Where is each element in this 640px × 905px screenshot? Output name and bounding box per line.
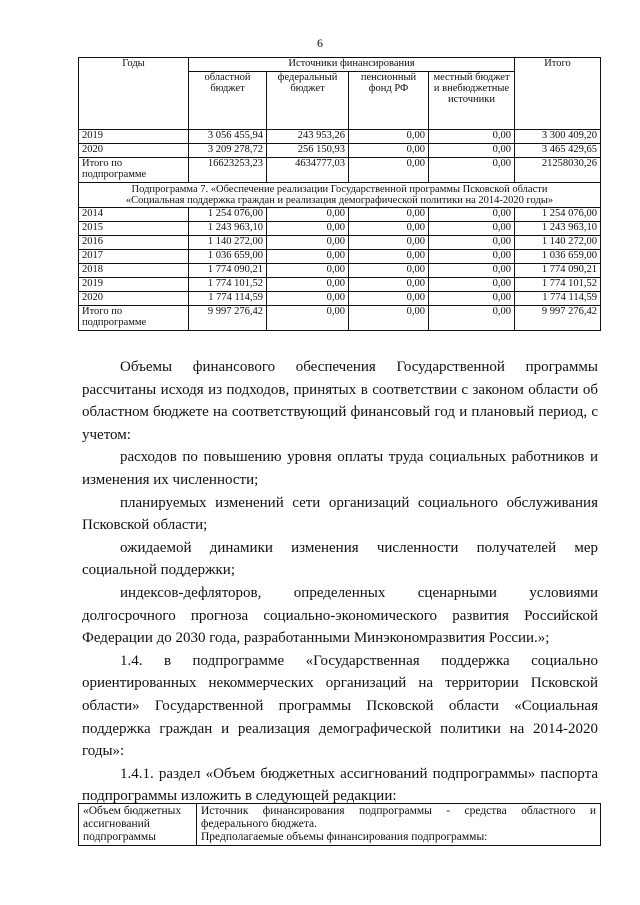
cell-federal: 0,00 (267, 292, 349, 306)
header-local: местный бюджет и внебюджетные источники (429, 72, 515, 130)
cell-pension: 0,00 (349, 278, 429, 292)
cell-regional: 3 209 278,72 (189, 144, 267, 158)
cell-year: Итого по подпрограмме (79, 158, 189, 183)
cell-federal: 0,00 (267, 236, 349, 250)
cell-regional: 1 254 076,00 (189, 208, 267, 222)
cell-federal: 0,00 (267, 222, 349, 236)
page-number: 6 (317, 36, 323, 50)
paragraph-network: планируемых изменений сети организаций социального обслуживания Псковской области; (82, 494, 598, 534)
cell-regional: 1 140 272,00 (189, 236, 267, 250)
subprogram-row (79, 183, 601, 208)
cell-year: 2018 (79, 264, 189, 278)
cell-federal: 4634777,03 (267, 158, 349, 183)
cell-local: 0,00 (429, 236, 515, 250)
subprogram-title (79, 183, 601, 208)
cell-total: 1 140 272,00 (515, 236, 601, 250)
cell-local: 0,00 (429, 130, 515, 144)
cell-regional: 16623253,23 (189, 158, 267, 183)
cell-local: 0,00 (429, 250, 515, 264)
passport-volumes: Предполагаемые объемы финансирования подпрограммы: (201, 831, 488, 843)
cell-federal: 0,00 (267, 250, 349, 264)
passport-content (197, 804, 601, 846)
header-years: Годы (79, 58, 189, 130)
cell-pension: 0,00 (349, 250, 429, 264)
cell-total: 21258030,26 (515, 158, 601, 183)
cell-pension: 0,00 (349, 144, 429, 158)
table-row (79, 130, 601, 144)
cell-pension: 0,00 (349, 208, 429, 222)
table-total-row (79, 158, 601, 183)
cell-regional: 3 056 455,94 (189, 130, 267, 144)
paragraph-subprogram-amendment: 1.4. в подпрограмме «Государственная поддержка социально ориентированных некоммерческих организаций на территории Псковской области» Государственной программы Псковской области «Социальная поддержка граждан и реализация демографической политики на 2014-2020 годы»: (82, 652, 598, 760)
cell-pension: 0,00 (349, 222, 429, 236)
paragraph-deflators: индексов-дефляторов, определенных сценарными условиями долгосрочного прогноза социально-экономического развития Российской Федерации до 2030 года, разработанными Минэкономразвития России.»; (82, 584, 598, 647)
paragraph-section-amendment: 1.4.1. раздел «Объем бюджетных ассигнований подпрограммы» паспорта подпрограммы изложить в следующей редакции: (82, 765, 598, 805)
cell-federal: 243 953,26 (267, 130, 349, 144)
cell-local: 0,00 (429, 292, 515, 306)
cell-year: 2019 (79, 278, 189, 292)
passport-source: Источник финансирования подпрограммы - средства областного и федерального бюджета. (201, 805, 596, 830)
table-row (79, 292, 601, 306)
cell-year: 2020 (79, 292, 189, 306)
financing-table (78, 57, 601, 331)
cell-total: 1 036 659,00 (515, 250, 601, 264)
cell-federal: 0,00 (267, 208, 349, 222)
cell-pension: 0,00 (349, 264, 429, 278)
paragraph-wages: расходов по повышению уровня оплаты труда социальных работников и изменения их численности; (82, 449, 598, 488)
cell-local: 0,00 (429, 306, 515, 331)
passport-label: «Объем бюджетных ассигнований подпрограммы (79, 804, 197, 846)
paragraph-funding-basis: Объемы финансового обеспечения Государственной программы рассчитаны исходя из подходов, принятых в соответствии с законом области об областном бюджете на соответствующий финансовый год и плановый период, с учетом: (82, 359, 598, 443)
header-total: Итого (515, 58, 601, 130)
cell-pension: 0,00 (349, 130, 429, 144)
cell-local: 0,00 (429, 144, 515, 158)
cell-year: 2014 (79, 208, 189, 222)
cell-year: 2020 (79, 144, 189, 158)
cell-regional: 1 036 659,00 (189, 250, 267, 264)
cell-total: 3 300 409,20 (515, 130, 601, 144)
table-row (79, 264, 601, 278)
cell-local: 0,00 (429, 208, 515, 222)
cell-regional: 9 997 276,42 (189, 306, 267, 331)
cell-year: 2017 (79, 250, 189, 264)
subprogram-title-line1: Подпрограмма 7. «Обеспечение реализации Государственной программы Псковской области (131, 184, 548, 195)
cell-pension: 0,00 (349, 306, 429, 331)
cell-total: 1 254 076,00 (515, 208, 601, 222)
cell-pension: 0,00 (349, 292, 429, 306)
table-row (79, 250, 601, 264)
cell-local: 0,00 (429, 264, 515, 278)
cell-local: 0,00 (429, 158, 515, 183)
cell-total: 3 465 429,65 (515, 144, 601, 158)
table-row (79, 208, 601, 222)
passport-table (78, 803, 601, 846)
table-row (79, 222, 601, 236)
cell-total: 1 774 090,21 (515, 264, 601, 278)
subprogram-title-line2: «Социальная поддержка граждан и реализация демографической политики на 2014-2020 годы» (125, 195, 554, 206)
cell-federal: 0,00 (267, 278, 349, 292)
cell-regional: 1 774 114,59 (189, 292, 267, 306)
header-regional: областной бюджет (189, 72, 267, 130)
cell-regional: 1 774 101,52 (189, 278, 267, 292)
cell-pension: 0,00 (349, 158, 429, 183)
cell-regional: 1 243 963,10 (189, 222, 267, 236)
header-sources: Источники финансирования (189, 58, 515, 72)
cell-pension: 0,00 (349, 236, 429, 250)
header-pension: пенсионный фонд РФ (349, 72, 429, 130)
body-text (82, 356, 598, 808)
table-row (79, 236, 601, 250)
cell-total: 9 997 276,42 (515, 306, 601, 331)
cell-federal: 0,00 (267, 306, 349, 331)
cell-year: 2016 (79, 236, 189, 250)
cell-federal: 0,00 (267, 264, 349, 278)
cell-total: 1 243 963,10 (515, 222, 601, 236)
table-row (79, 278, 601, 292)
cell-year: 2019 (79, 130, 189, 144)
cell-local: 0,00 (429, 278, 515, 292)
header-row (79, 58, 601, 72)
paragraph-recipients: ожидаемой динамики изменения численности получателей мер социальной поддержки; (82, 539, 598, 579)
cell-year: 2015 (79, 222, 189, 236)
cell-total: 1 774 114,59 (515, 292, 601, 306)
cell-federal: 256 150,93 (267, 144, 349, 158)
header-federal: федеральный бюджет (267, 72, 349, 130)
passport-row (79, 804, 601, 846)
cell-year: Итого по подпрограмме (79, 306, 189, 331)
cell-regional: 1 774 090,21 (189, 264, 267, 278)
table-total-row (79, 306, 601, 331)
cell-total: 1 774 101,52 (515, 278, 601, 292)
cell-local: 0,00 (429, 222, 515, 236)
table-row (79, 144, 601, 158)
